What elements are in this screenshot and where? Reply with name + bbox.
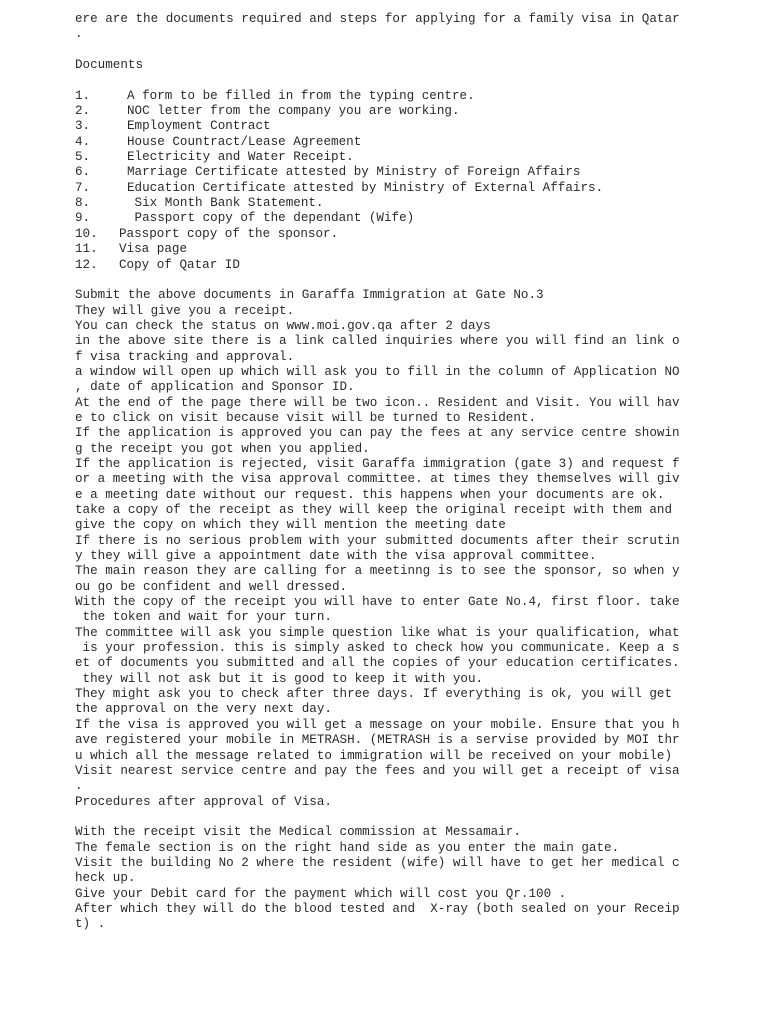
list-item bbox=[75, 242, 755, 257]
list-item-number: 7. bbox=[75, 180, 91, 195]
step-line: If the application is rejected, visit Garaffa immigration (gate 3) and request f bbox=[75, 456, 680, 471]
spacer bbox=[75, 810, 755, 825]
step-line: a window will open up which will ask you to fill in the column of Application NO bbox=[75, 364, 680, 379]
list-item bbox=[75, 181, 755, 196]
step-line: f visa tracking and approval. bbox=[75, 349, 295, 364]
after-approval-line: The female section is on the right hand side as you enter the main gate. bbox=[75, 840, 620, 855]
steps-section bbox=[75, 288, 755, 810]
step-line: , date of application and Sponsor ID. bbox=[75, 380, 355, 395]
after-approval-line: heck up. bbox=[75, 871, 136, 886]
document-page bbox=[75, 12, 755, 933]
step-line: You can check the status on www.moi.gov.qa after 2 days bbox=[75, 318, 491, 333]
step-line: e a meeting date without our request. this happens when your documents are ok. bbox=[75, 487, 665, 502]
list-item-text: Six Month Bank Statement. bbox=[127, 196, 324, 211]
step-line: the token and wait for your turn. bbox=[75, 610, 332, 625]
list-item-text: House Countract/Lease Agreement bbox=[127, 134, 362, 149]
list-item-number: 5. bbox=[75, 150, 91, 165]
step-line: or a meeting with the visa approval committee. at times they themselves will giv bbox=[75, 472, 680, 487]
list-item bbox=[75, 227, 755, 242]
after-approval-line: After which they will do the blood tested and X-ray (both sealed on your Receip bbox=[75, 901, 680, 916]
step-line: ave registered your mobile in METRASH. (METRASH is a servise provided by MOI thr bbox=[75, 733, 680, 748]
list-item-text: NOC letter from the company you are working. bbox=[127, 104, 460, 119]
list-item-number: 10. bbox=[75, 226, 98, 241]
step-line: they will not ask but it is good to keep it with you. bbox=[75, 671, 484, 686]
after-approval-line: With the receipt visit the Medical commission at Messamair. bbox=[75, 825, 521, 840]
step-line: y they will give a appointment date with the visa approval committee. bbox=[75, 549, 597, 564]
step-line: . bbox=[75, 779, 83, 794]
step-line: is your profession. this is simply asked to check how you communicate. Keep a s bbox=[75, 641, 680, 656]
documents-list bbox=[75, 89, 755, 273]
after-approval-line: Give your Debit card for the payment which will cost you Qr.100 . bbox=[75, 886, 567, 901]
list-item-number: 6. bbox=[75, 165, 91, 180]
list-item-text: Electricity and Water Receipt. bbox=[127, 150, 354, 165]
section-heading: Procedures after approval of Visa. bbox=[75, 794, 332, 809]
step-line: If there is no serious problem with your submitted documents after their scrutin bbox=[75, 533, 680, 548]
list-item-number: 2. bbox=[75, 104, 91, 119]
list-item bbox=[75, 258, 755, 273]
list-item-text: Copy of Qatar ID bbox=[119, 257, 240, 272]
list-item-text: Education Certificate attested by Ministry of External Affairs. bbox=[127, 180, 604, 195]
list-item-text: A form to be filled in from the typing centre. bbox=[127, 88, 475, 103]
list-item bbox=[75, 135, 755, 150]
list-item bbox=[75, 104, 755, 119]
documents-heading: Documents bbox=[75, 58, 144, 73]
spacer bbox=[75, 73, 755, 88]
step-line: the approval on the very next day. bbox=[75, 702, 332, 717]
step-line: take a copy of the receipt as they will keep the original receipt with them and bbox=[75, 503, 673, 517]
after-approval-section bbox=[75, 825, 755, 932]
list-item-number: 3. bbox=[75, 119, 91, 134]
list-item-number: 12. bbox=[75, 257, 98, 272]
list-item-number: 4. bbox=[75, 134, 91, 149]
step-line: The main reason they are calling for a meetinng is to see the sponsor, so when y bbox=[75, 564, 680, 579]
step-line: If the application is approved you can pay the fees at any service centre showin bbox=[75, 426, 680, 441]
step-line: If the visa is approved you will get a message on your mobile. Ensure that you h bbox=[75, 717, 680, 732]
list-item-text: Employment Contract bbox=[127, 119, 271, 134]
after-approval-line: t) . bbox=[75, 917, 106, 932]
list-item-text: Marriage Certificate attested by Ministry of Foreign Affairs bbox=[127, 165, 581, 180]
step-line: They will give you a receipt. bbox=[75, 303, 295, 318]
after-approval-line: Visit the building No 2 where the resident (wife) will have to get her medical c bbox=[75, 855, 680, 870]
list-item-text: Passport copy of the sponsor. bbox=[119, 226, 339, 241]
step-line: With the copy of the receipt you will have to enter Gate No.4, first floor. take bbox=[75, 595, 680, 610]
spacer bbox=[75, 43, 755, 58]
list-item bbox=[75, 211, 755, 226]
step-line: et of documents you submitted and all the copies of your education certificates. bbox=[75, 656, 680, 671]
step-line: e to click on visit because visit will be turned to Resident. bbox=[75, 410, 537, 425]
step-line: The committee will ask you simple question like what is your qualification, what bbox=[75, 625, 680, 640]
list-item-number: 11. bbox=[75, 242, 98, 257]
step-line: They might ask you to check after three days. If everything is ok, you will get bbox=[75, 687, 673, 702]
list-item bbox=[75, 119, 755, 134]
list-item bbox=[75, 165, 755, 180]
step-line: g the receipt you got when you applied. bbox=[75, 441, 370, 456]
list-item-text: Visa page bbox=[119, 242, 188, 257]
step-line: Submit the above documents in Garaffa Immigration at Gate No.3 bbox=[75, 288, 544, 303]
intro-line: ere are the documents required and steps for applying for a family visa in Qatar bbox=[75, 12, 680, 26]
list-item-text: Passport copy of the dependant (Wife) bbox=[127, 211, 415, 226]
intro-line: . bbox=[75, 27, 83, 42]
list-item-number: 9. bbox=[75, 211, 91, 226]
list-item bbox=[75, 196, 755, 211]
step-line: give the copy on which they will mention the meeting date bbox=[75, 518, 506, 533]
list-item-number: 8. bbox=[75, 196, 91, 211]
step-line: At the end of the page there will be two icon.. Resident and Visit. You will hav bbox=[75, 395, 680, 410]
list-item bbox=[75, 150, 755, 165]
list-item-number: 1. bbox=[75, 88, 91, 103]
step-line: u which all the message related to immigration will be received on your mobile) bbox=[75, 748, 673, 763]
spacer bbox=[75, 273, 755, 288]
step-line: in the above site there is a link called inquiries where you will find an link o bbox=[75, 334, 680, 349]
list-item bbox=[75, 89, 755, 104]
step-line: Visit nearest service centre and pay the fees and you will get a receipt of visa bbox=[75, 763, 680, 778]
step-line: ou go be confident and well dressed. bbox=[75, 579, 348, 594]
